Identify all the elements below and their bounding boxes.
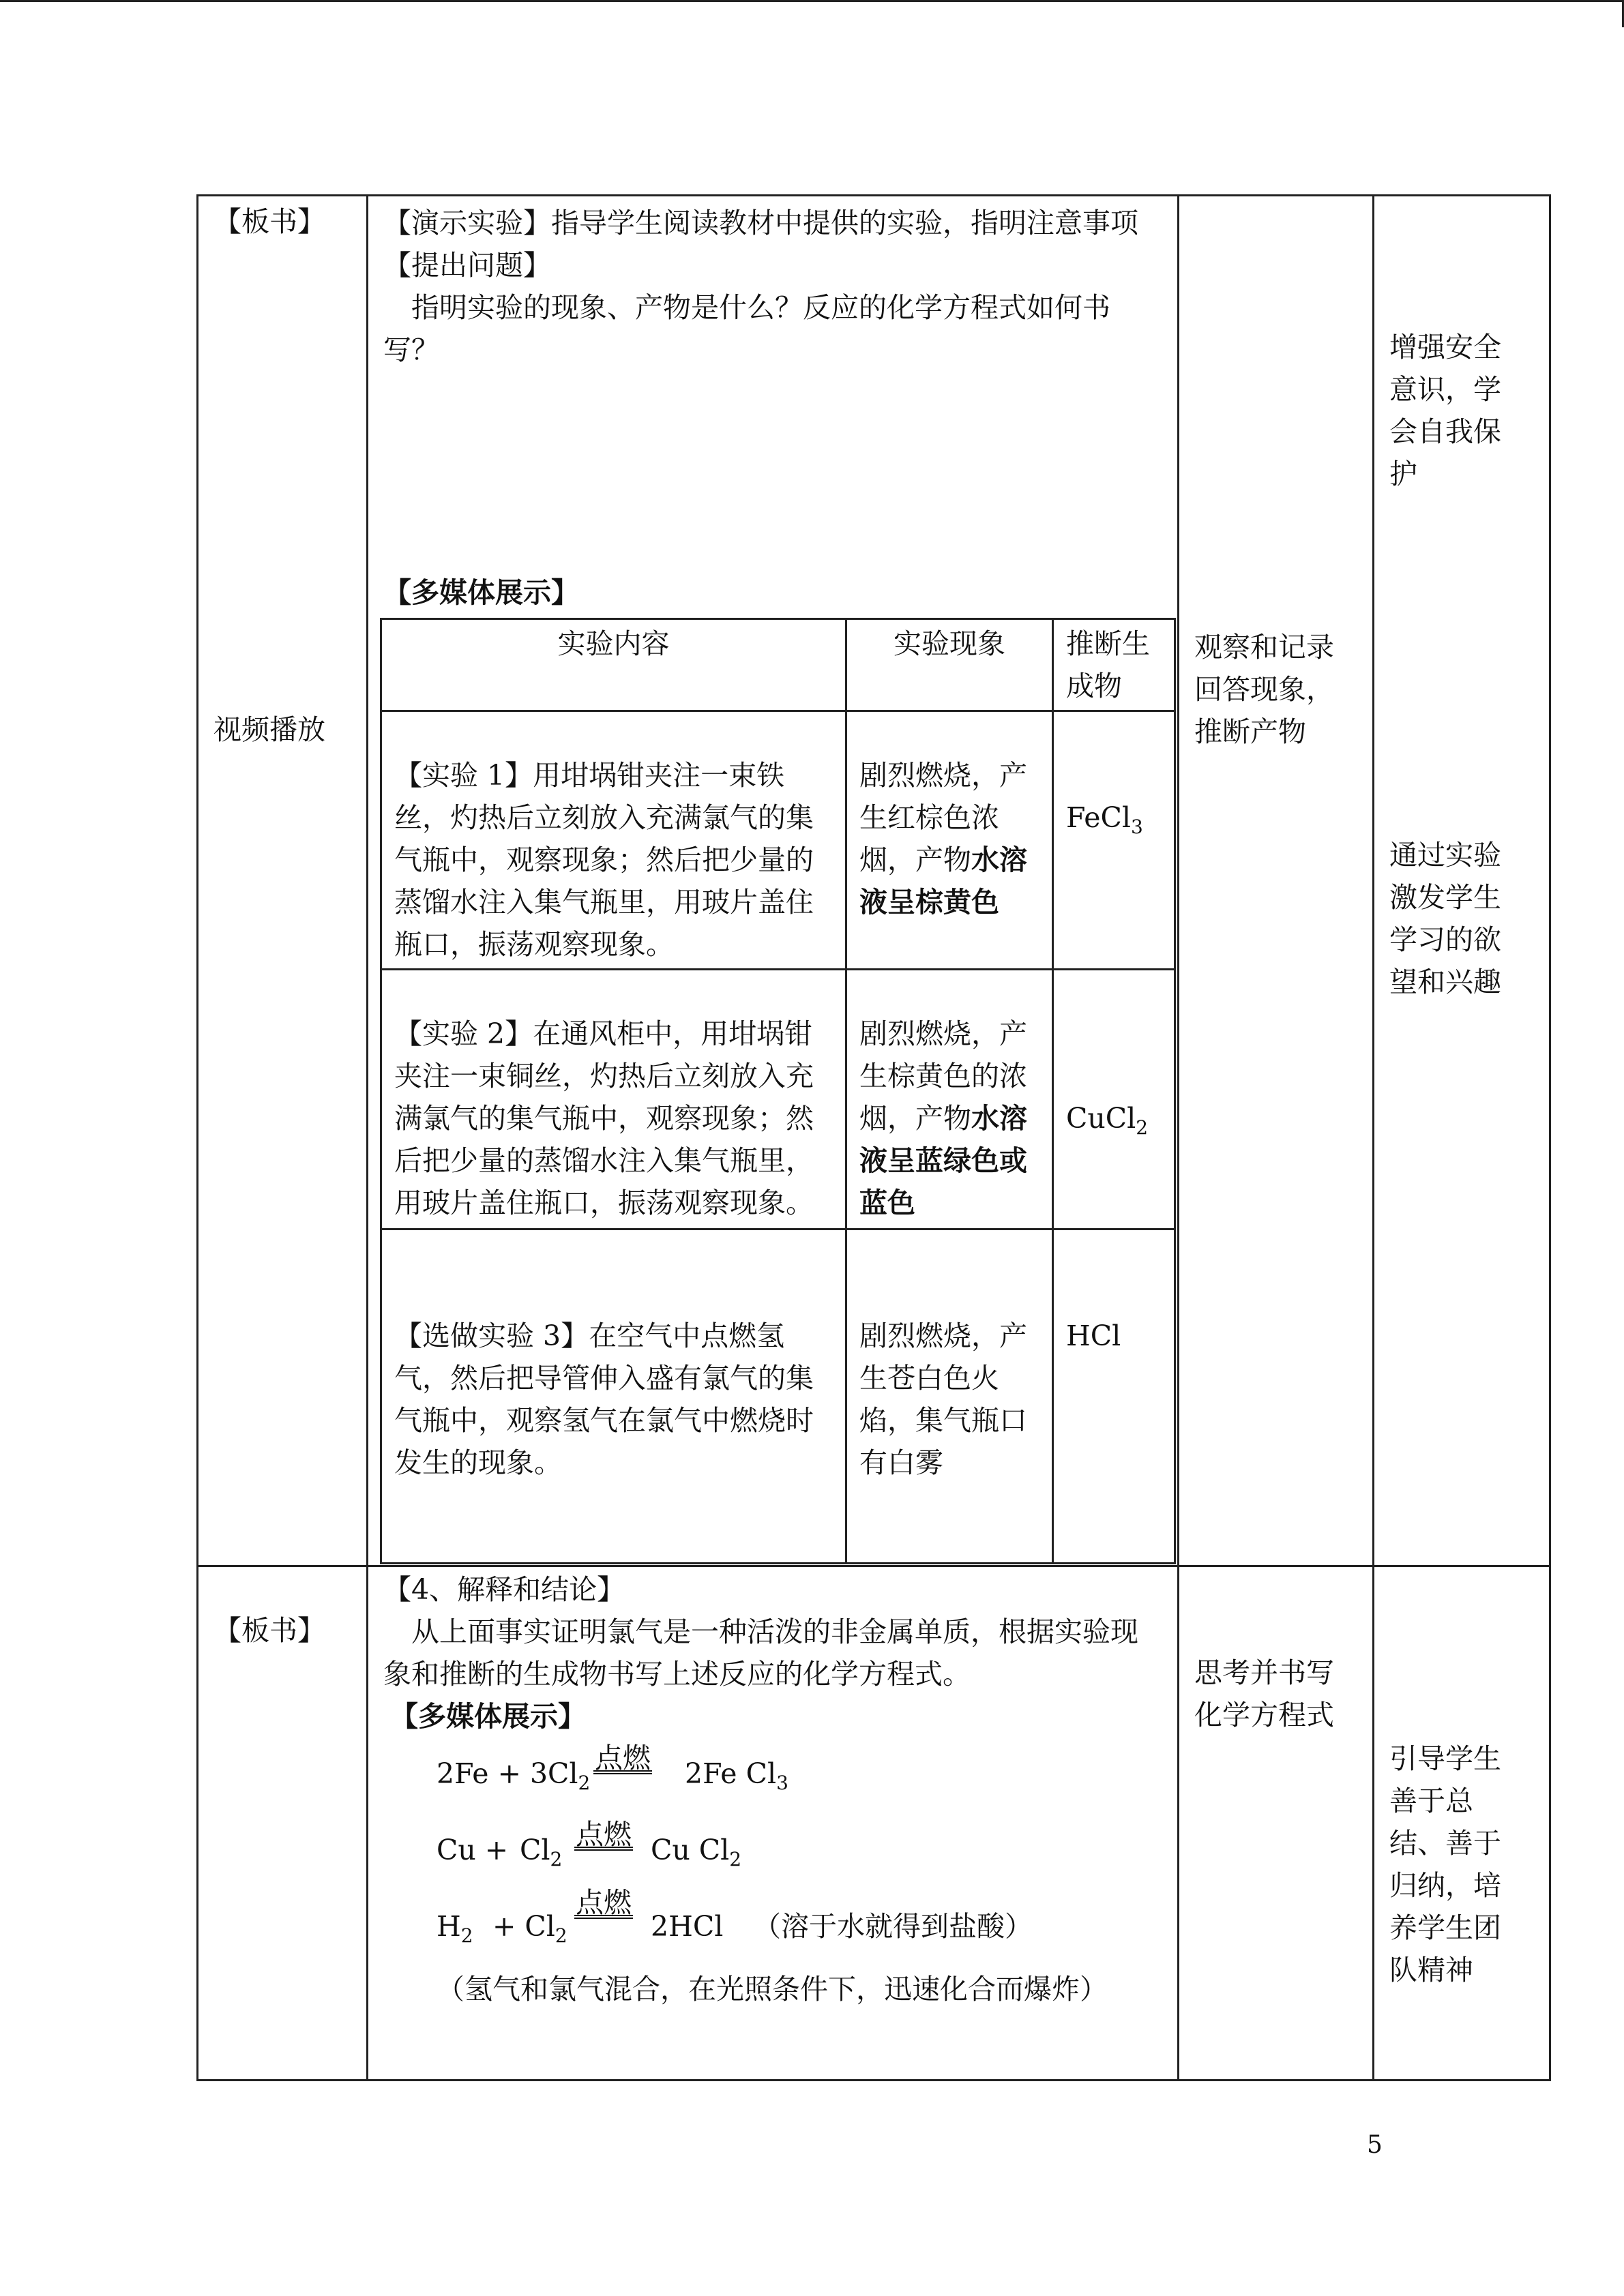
- intent-interest: 通过实验激发学生学习的欲望和兴趣: [1389, 839, 1501, 998]
- col2-cell-2: [368, 1566, 1179, 2081]
- col3-cell: [1179, 196, 1374, 1566]
- lesson-plan-table: [196, 194, 1551, 2081]
- condition-label: 点燃: [576, 1886, 632, 1920]
- header-content: 实验内容: [381, 619, 846, 711]
- question-text: 指明实验的现象、产物是什么？反应的化学方程式如何书写？: [383, 291, 1110, 366]
- question-label: 【提出问题】: [383, 249, 551, 282]
- multimedia-label: 【多媒体展示】: [390, 1700, 586, 1733]
- video-label: 视频播放: [213, 713, 325, 746]
- exp1-content: 【实验 1】用坩埚钳夹注一束铁丝，灼热后立刻放入充满氯气的集气瓶中，观察现象；然后把少量的蒸馏水注入集气瓶里，用玻片盖住瓶口，振荡观察现象。: [381, 711, 846, 970]
- table-row: [381, 619, 1175, 711]
- table-row: [381, 1229, 1175, 1564]
- table-row: [381, 970, 1175, 1229]
- exp2-product: CuCl$_2$: [1053, 970, 1175, 1229]
- student-activity: 思考并书写化学方程式: [1194, 1656, 1334, 1732]
- table-row: [198, 1566, 1550, 2081]
- table-row: [381, 711, 1175, 970]
- experiment-table: [380, 618, 1176, 1564]
- board-label: 【板书】: [213, 1614, 325, 1648]
- conclusion-text: 从上面事实证明氯气是一种活泼的非金属单质，根据实验现象和推断的生成物书写上述反应的化学方程式。: [383, 1615, 1138, 1691]
- exp3-phenomenon: 剧烈燃烧，产生苍白色火焰，集气瓶口有白雾: [846, 1229, 1053, 1564]
- exp2-phenomenon: 剧烈燃烧，产生棕黄色的浓烟，产物水溶液呈蓝绿色或蓝色: [846, 970, 1053, 1229]
- equation-1: $2Fe + 3Cl_2$ 点燃 2Fe $Cl_3$: [437, 1742, 788, 1795]
- col1-cell: [198, 196, 368, 1566]
- exp1-product: FeCl$_3$: [1053, 711, 1175, 970]
- col1-cell-2: [198, 1566, 368, 2081]
- exp2-content: 【实验 2】在通风柜中，用坩埚钳夹注一束铜丝，灼热后立刻放入充满氯气的集气瓶中，观察现象；然后把少量的蒸馏水注入集气瓶里，用玻片盖住瓶口，振荡观察现象。: [381, 970, 846, 1229]
- condition-label: 点燃: [576, 1818, 632, 1851]
- col4-cell-2: [1374, 1566, 1550, 2081]
- header-product: 推断生成物: [1053, 619, 1175, 711]
- intent-summary: 引导学生善于总结、善于归纳，培养学生团队精神: [1389, 1742, 1501, 1987]
- col3-cell-2: [1179, 1566, 1374, 2081]
- exp3-content: 【选做实验 3】在空气中点燃氢气，然后把导管伸入盛有氯气的集气瓶中，观察氢气在氯气中燃烧时发生的现象。: [381, 1229, 846, 1564]
- table-row: [198, 196, 1550, 1566]
- student-activity: 观察和记录回答现象，推断产物: [1194, 631, 1334, 748]
- multimedia-label: 【多媒体展示】: [383, 576, 579, 609]
- exp1-phenomenon: 剧烈燃烧，产生红棕色浓烟，产物水溶液呈棕黄色: [846, 711, 1053, 970]
- condition-label: 点燃: [595, 1742, 651, 1775]
- page-number: 5: [1367, 2131, 1383, 2159]
- header-phenomenon: 实验现象: [846, 619, 1053, 711]
- conclusion-heading: 【4、解释和结论】: [383, 1573, 625, 1607]
- footnote: （氢气和氯气混合，在光照条件下，迅速化合而爆炸）: [437, 1973, 1108, 2006]
- board-label: 【板书】: [213, 205, 325, 238]
- demo-paragraph: 【演示实验】指导学生阅读教材中提供的实验，指明注意事项: [383, 207, 1138, 239]
- col2-cell: [368, 196, 1179, 1566]
- intent-safety: 增强安全意识，学会自我保护: [1389, 331, 1501, 490]
- equation-2: Cu + $Cl_2$ 点燃 Cu $Cl_2$: [437, 1818, 742, 1871]
- exp3-product: HCl: [1053, 1229, 1175, 1564]
- col4-cell: [1374, 196, 1550, 1566]
- equation-3: $H_2$ + $Cl_2$ 点燃 2HCl （溶于水就得到盐酸）: [437, 1886, 1033, 1948]
- top-border-line: [0, 0, 1624, 2]
